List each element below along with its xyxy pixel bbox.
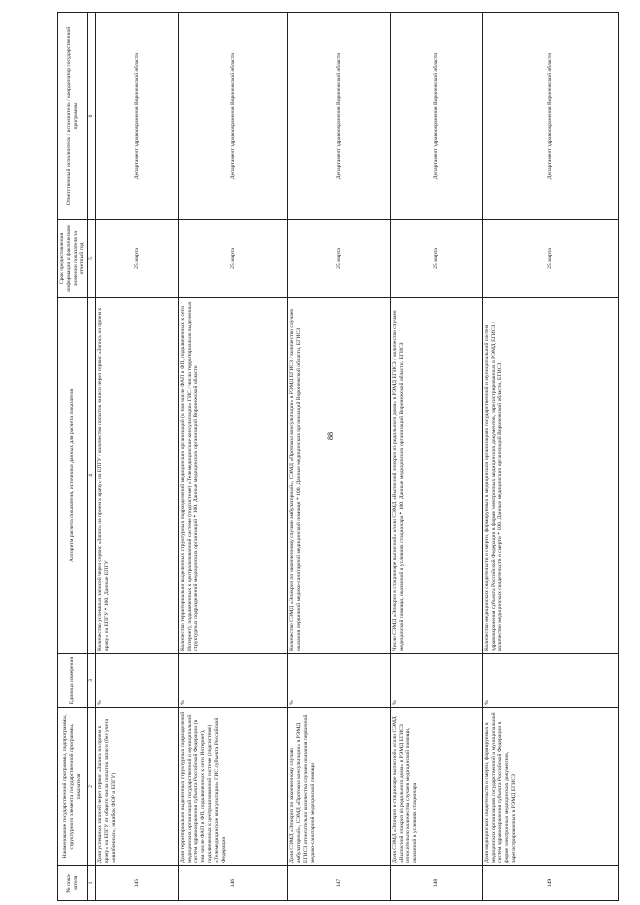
column-number: 3 <box>88 654 96 708</box>
unit: % <box>482 654 618 708</box>
deadline: 25 марта <box>288 220 390 298</box>
indicator-name: Доля медицинских свидетельств о смерти, формируемых в медицинских организациях государственной и муниципальной систем здравоохранения субъекта Российской Федерации в форме электронных медицинских документов, зарегистрированных в РЭМД ЕГИСЗ <box>482 708 618 866</box>
executor: Департамент здравоохранения Воронежской области <box>178 13 287 220</box>
row-number: 145 <box>96 866 179 901</box>
indicator-name: Доля территориально выделенных структурных подразделений медицинских организаций государственной и муниципальной систем здравоохранения субъекта Российской Федерации (в том числе ФАП и ФП, подключенных к сети Интернет), подключенных к централизованной системе (подсистеме) «Телемедицинские консультации» ГИС субъекта Российской Федерации <box>178 708 287 866</box>
unit: % <box>96 654 179 708</box>
table-row <box>96 13 179 901</box>
row-number: 148 <box>390 866 482 901</box>
page-number: 88 <box>326 432 335 440</box>
algorithm: Количество медицинских свидетельств о смерти, формируемых в медицинских организациях государственной и муниципальной систем здравоохранения субъекта Российской Федерации в форме электронных медицинских документов, зарегистрированных в РЭМД ЕГИСЗ / количество медицинских свидетельств о смерти * 100. Данные медицинских организаций Воронежской области, ЕГИСЗ <box>482 298 618 654</box>
row-number: 149 <box>482 866 618 901</box>
row-number: 146 <box>178 866 287 901</box>
unit: % <box>178 654 287 708</box>
unit: % <box>390 654 482 708</box>
header-num: № пока-зателя <box>58 866 88 901</box>
unit: % <box>288 654 390 708</box>
deadline: 25 марта <box>96 220 179 298</box>
column-number: 6 <box>88 13 96 220</box>
algorithm: Количество СЭМД «Эпикриз по законченному случаю амбулаторный», СЭМД «Протокол консультации» в РЭМД ЕГИСЗ / количество случаев оказания первичной медико-санитарной медицинской помощи * 100. Данные медицинских организаций Воронежской области, ЕГИСЗ <box>288 298 390 654</box>
header-unit: Единица измерения <box>58 654 88 708</box>
indicator-name: Доля СЭМД «Эпикриз по законченному случаю амбулаторный», СЭМД «Протокол консультации» в РЭМД ЕГИСЗ относительно количества случаев оказания первичной медико-санитарной медицинской помощи <box>288 708 390 866</box>
table-row <box>390 13 482 901</box>
column-number-row <box>88 13 96 901</box>
deadline: 25 марта <box>390 220 482 298</box>
executor: Департамент здравоохранения Воронежской области <box>96 13 179 220</box>
algorithm: Количество успешных записей через сервис «Запись на прием к врачу» на ЕПГУ / количество попыток записи через сервис «Запись на прием к врачу» на ЕПГУ * 100. Данные ЕПГУ <box>96 298 179 654</box>
row-number: 147 <box>288 866 390 901</box>
indicator-name: Доля СЭМД «Эпикриз в стационаре выписной» и/или СЭМД «Выписной эпикриз из родильного дома» в РЭМД ЕГИСЗ относительно количества случаев медицинской помощи, оказанной в условиях стационара <box>390 708 482 866</box>
header-row <box>58 13 88 901</box>
table-row <box>178 13 287 901</box>
deadline: 25 марта <box>482 220 618 298</box>
column-number: 4 <box>88 298 96 654</box>
column-number: 1 <box>88 866 96 901</box>
executor: Департамент здравоохранения Воронежской области <box>390 13 482 220</box>
header-algorithm: Алгоритм расчета показателя, источники данных для расчета показателя <box>58 298 88 654</box>
indicator-name: Доля успешных записей через сервис «Запись на прием к врачу» на ЕПГУ от общего числа попыток записи (без учета «ошибочных», ошибок ФОР и ЕПГУ) <box>96 708 179 866</box>
header-deadline: Срок предоставления информации о фактическом значении показателя за отчетный год <box>58 220 88 298</box>
header-executor: Ответственный исполнитель / исполнитель / координатор государственной программы <box>58 13 88 220</box>
column-number: 2 <box>88 708 96 866</box>
algorithm: Количество территориально выделенных структурных подразделений медицинских организаций (в том числе ФАП и ФП, подключенных к сети Интернет), подключенных к централизованной системе (подсистеме) «Телемедицинские консультации» ГИС / число территориально выделенных структурных подразделений медицинских организаций * 100. Данные медицинских организаций Воронежской области <box>178 298 287 654</box>
table-row <box>482 13 618 901</box>
deadline: 25 марта <box>178 220 287 298</box>
executor: Департамент здравоохранения Воронежской области <box>482 13 618 220</box>
rotated-table-container <box>57 13 619 901</box>
executor: Департамент здравоохранения Воронежской области <box>288 13 390 220</box>
algorithm: Число СЭМД «Эпикриз в стационаре выписной» и/или СЭМД «Выписной эпикриз из родильного дома» в РЭМД ЕГИСЗ / количество случаев медицинской помощи, оказанной в условиях стационара * 100. Данные медицинских организаций Воронежской области, ЕГИСЗ <box>390 298 482 654</box>
column-number: 5 <box>88 220 96 298</box>
indicators-table <box>57 12 619 901</box>
header-name: Наименование государственной программы, подпрограммы, структурного элемента государственной программы, показателя <box>58 708 88 866</box>
table-row <box>288 13 390 901</box>
